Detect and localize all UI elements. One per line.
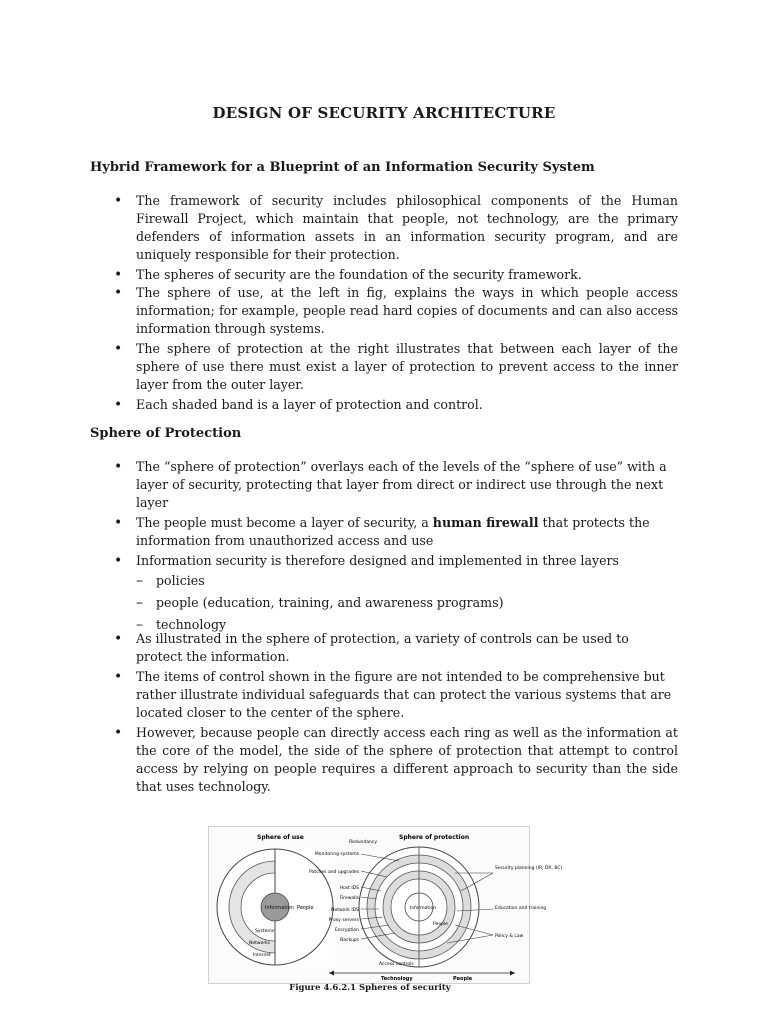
list-item	[112, 514, 678, 550]
networks-label: Networks	[249, 941, 271, 946]
protection-people-label: People	[433, 922, 448, 927]
page-title: DESIGN OF SECURITY ARCHITECTURE	[212, 104, 556, 122]
list-item: • The items of control shown in the figure are not intended to be comprehensive but rather illustrate individual safeguards that can protect the various systems that are located closer to the center of the sphere.	[112, 668, 678, 722]
control-label: Monitoring systems	[314, 852, 359, 857]
emphasis-human-firewall: human firewall	[432, 515, 539, 530]
sphere-of-use-title: Sphere of use	[257, 834, 304, 841]
layer-item-technology: – technology	[136, 614, 678, 636]
control-label: Encryption	[334, 928, 359, 933]
access-controls-label: Access controls	[379, 962, 414, 967]
list-item: • The “sphere of protection” overlays each of the levels of the “sphere of use” with a layer of security, protecting that layer from direct or indirect use through the next layer	[112, 458, 678, 512]
list-item: • The sphere of use, at the left in fig, explains the ways in which people access information; for example, people read hard copies of documents and can also access information through systems.	[112, 284, 678, 338]
controls-bullet-list	[112, 630, 678, 796]
protection-info-label: Information	[410, 906, 437, 911]
sphere-of-protection-title: Sphere of protection	[399, 834, 470, 841]
text-run: Information security is therefore designed and implemented in three layers	[136, 553, 620, 568]
control-label: Patches and upgrades	[309, 870, 359, 875]
list-item	[112, 552, 678, 636]
text-run: The people must become a layer of security, a	[136, 515, 433, 530]
control-label: Host IDS	[339, 886, 359, 891]
list-item: • However, because people can directly access each ring as well as the information at the core of the model, the side of the sphere of protection that attempt to control access by relying on people requires a different approach to security than the side that uses technology.	[112, 724, 678, 796]
axis-arrow-left	[329, 971, 334, 976]
list-item: • Each shaded band is a layer of protection and control.	[112, 396, 678, 414]
section-heading-hybrid-framework: Hybrid Framework for a Blueprint of an Information Security System	[90, 160, 595, 175]
list-item: • As illustrated in the sphere of protection, a variety of controls can be used to protect the information.	[112, 630, 678, 666]
control-label: Backups	[340, 938, 359, 943]
control-label: Redundancy	[349, 840, 377, 845]
layer-item-policies: – policies	[136, 570, 678, 592]
people-label: People	[297, 905, 314, 911]
figure-caption: Figure 4.6.2.1 Spheres of security	[289, 983, 451, 993]
spheres-diagram	[209, 827, 563, 983]
info-core-label: Information	[265, 905, 294, 911]
control-label: Policy & Law	[495, 934, 524, 939]
list-item: • The sphere of protection at the right illustrates that between each layer of the sphere of use there must exist a layer of protection to prevent access to the inner layer from the outer layer.	[112, 340, 678, 394]
list-item: • The framework of security includes philosophical components of the Human Firewall Project, which maintain that people, not technology, are the primary defenders of information assets in an information security program, and are uniquely responsible for their protection.	[112, 192, 678, 264]
control-label: Education and training	[495, 906, 547, 911]
list-item: • The spheres of security are the foundation of the security framework.	[112, 266, 678, 284]
control-label: Firewalls	[339, 896, 359, 901]
people-control-labels	[495, 865, 563, 939]
axis-arrow-right	[510, 971, 515, 976]
control-label: Proxy servers	[328, 918, 359, 923]
text-run: that protects the information from unauthorized access and use	[136, 515, 650, 548]
systems-label: Systems	[255, 929, 275, 934]
layer-item-people: – people (education, training, and awareness programs)	[136, 592, 678, 614]
spheres-of-security-figure	[208, 826, 563, 984]
sphere-protection-bullet-list	[112, 458, 678, 636]
control-label: Security planning (IR, DR, BC)	[495, 866, 563, 871]
internet-label: Internet	[253, 953, 271, 958]
hybrid-framework-bullet-list	[112, 192, 678, 414]
section-heading-sphere-of-protection: Sphere of Protection	[90, 426, 242, 441]
axis-technology-label: Technology	[381, 976, 413, 982]
axis-people-label: People	[453, 976, 473, 982]
security-layers-list	[136, 570, 678, 636]
control-label: Network IDS	[331, 908, 359, 913]
